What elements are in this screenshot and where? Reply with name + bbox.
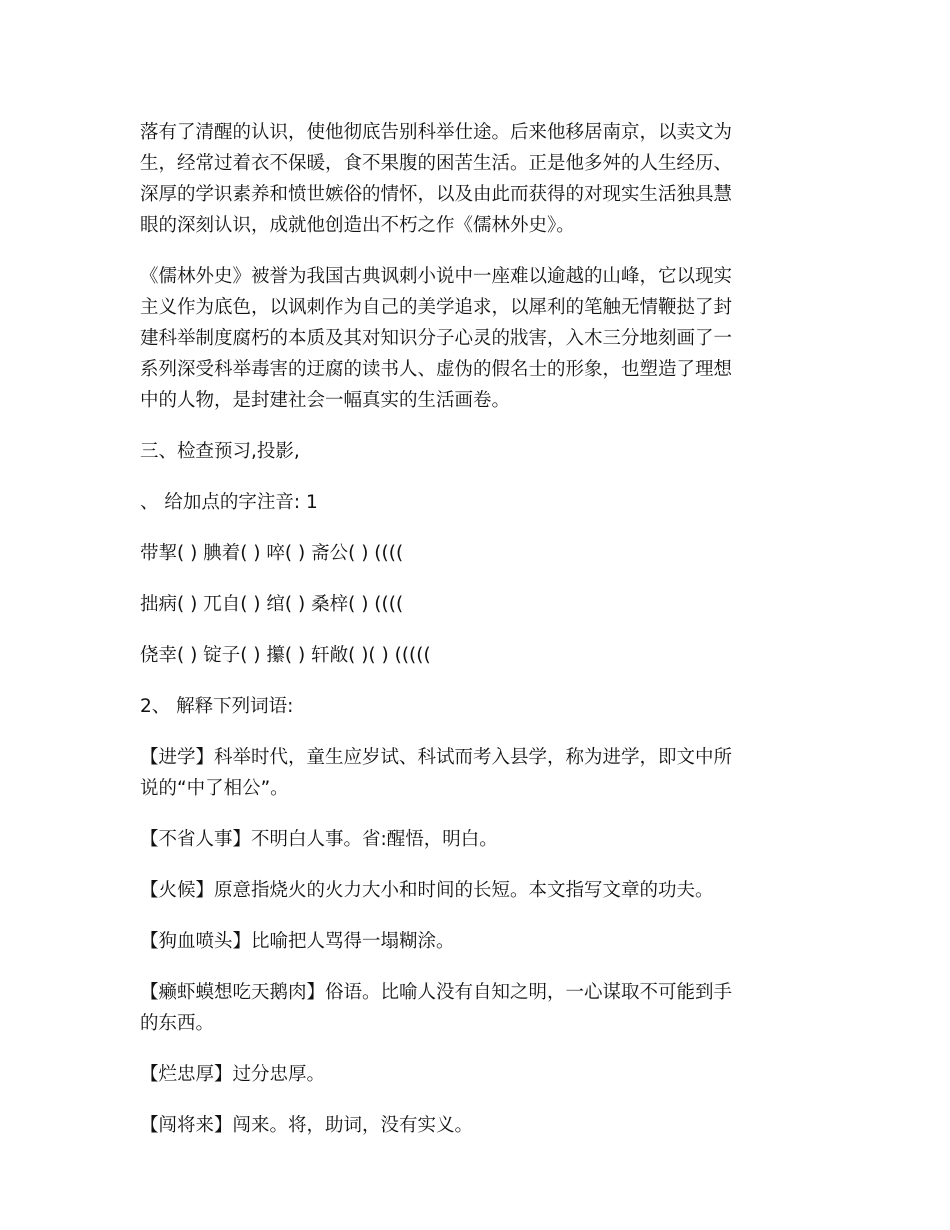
text-line: 系列深受科举毒害的迂腐的读书人、虚伪的假名士的形象，也塑造了理想 [140,359,733,380]
intro-paragraph [140,117,810,241]
text-line: 生，经常过着衣不保暖，食不果腹的困苦生活。正是他多舛的人生经历、 [140,153,733,174]
text-line: 的东西。 [140,1013,215,1034]
vocab-entry [140,824,810,855]
pinyin-row: 带挈( ) 腆着( ) 啐( ) 斋公( ) (((( [140,543,404,564]
text-line: 【烂忠厚】过分忠厚。 [140,1064,326,1085]
vocab-heading: 2、 解释下列词语: [140,696,294,717]
text-line: 《儒林外史》被誉为我国古典讽刺小说中一座难以逾越的山峰，它以现实 [140,266,733,287]
text-line: 主义作为底色，以讽刺作为自己的美学追求，以犀利的笔触无情鞭挞了封 [140,297,733,318]
text-line: 【闯将来】闯来。将，助词，没有实义。 [140,1115,474,1136]
text-line: 【不省人事】不明白人事。省:醒悟，明白。 [140,829,498,850]
text-line: 建科举制度腐朽的本质及其对知识分子心灵的戕害，入木三分地刻画了一 [140,328,733,349]
text-line: 中的人物，是封建社会一幅真实的生活画卷。 [140,390,511,411]
text-line: 【狗血喷头】比喻把人骂得一塌糊涂。 [140,931,455,952]
pinyin-row: 拙病( ) 兀自( ) 绾( ) 桑梓( ) (((( [140,594,404,615]
text-line: 说的“中了相公”。 [140,778,289,799]
vocab-entry [140,977,810,1039]
text-line: 【进学】科举时代，童生应岁试、科试而考入县学，称为进学，即文中所 [140,747,733,768]
text-line: 眼的深刻认识，成就他创造出不朽之作《儒林外史》。 [140,215,575,236]
rulin-waishi-paragraph [140,261,810,416]
text-line: 落有了清醒的认识，使他彻底告别科举仕途。后来他移居南京，以卖文为 [140,122,733,143]
vocab-entry [140,742,810,804]
pinyin-row: 侥幸( ) 锭子( ) 攥( ) 轩敞( )( ) ((((( [140,645,431,666]
section-heading: 三、检查预习,投影, [140,441,300,462]
text-line: 【癞虾蟆想吃天鹅肉】俗语。比喻人没有自知之明，一心谋取不可能到手 [140,982,733,1003]
vocab-entry [140,926,810,957]
vocab-entry [140,1110,810,1141]
text-line: 深厚的学识素养和愤世嫉俗的情怀，以及由此而获得的对现实生活独具慧 [140,184,733,205]
text-line: 【火候】原意指烧火的火力大小和时间的长短。本文指写文章的功夫。 [140,880,714,901]
pinyin-heading: 、 给加点的字注音: 1 [140,492,318,513]
vocab-entry [140,875,810,906]
vocab-entry [140,1059,810,1090]
